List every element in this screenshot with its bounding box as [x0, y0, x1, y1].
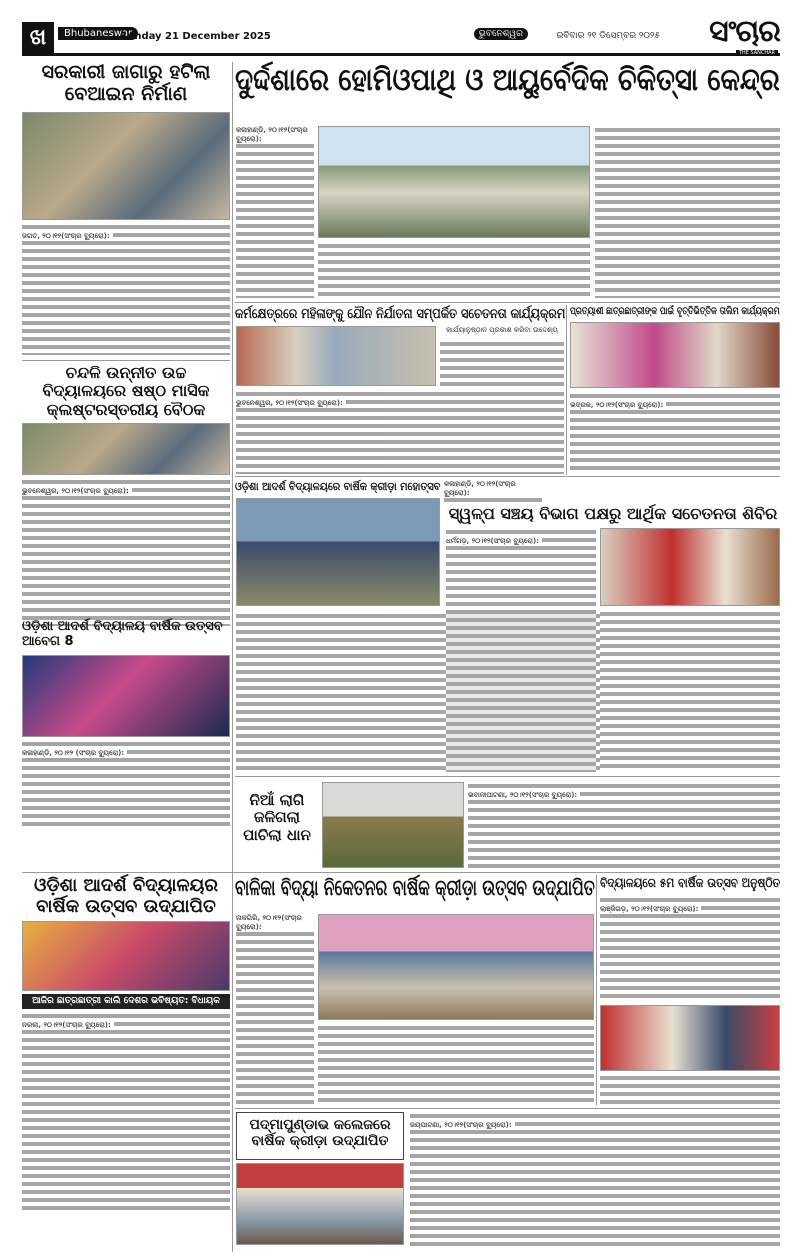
headline-box: [600, 876, 780, 891]
article-body: [22, 1012, 230, 1212]
headline: ଓଡ଼ିଶା ଆଦର୍ଶ ବିଦ୍ୟାଳୟରେ ବାର୍ଷିକ କ୍ରୀଡ଼ା ମହୋତ୍ସବ: [235, 480, 441, 493]
dateline: ଭୁବନେଶ୍ୱର, ୨୦।୧୨(ସଂଚାର ବ୍ୟୁରୋ):: [22, 487, 132, 496]
row-divider: [22, 872, 780, 873]
headline: ସ୍ୱଳ୍ପ ସଞ୍ଚୟ ବିଭାଗ ପକ୍ଷରୁ ଆର୍ଥିକ ସଚେତନତା ଶିବିର: [448, 504, 778, 523]
article-photo: [22, 423, 230, 475]
dateline: କଳାହାଣ୍ଡି, ୨୦।୧୨(ସଂଚାର ବ୍ୟୁରୋ):: [236, 126, 314, 144]
article-body: [600, 896, 780, 1002]
page-letter: ଖ: [22, 22, 54, 54]
column-divider: [232, 62, 233, 1252]
headline-box: [446, 504, 780, 522]
headline: ଓଡ଼ିଶା ଆଦର୍ଶ ବିଦ୍ୟାଳୟର ବାର୍ଷିକ ଉତ୍ସବ ଉଦ୍‌ଯାପିତ: [33, 875, 219, 917]
article-photo: [22, 655, 230, 737]
headline: ବିଦ୍ୟାଳୟରେ ୫ମ ବାର୍ଷିକ ଉତ୍ସବ ଅନୁଷ୍ଠିତ: [600, 876, 781, 891]
row-divider: [235, 1108, 780, 1109]
article-body: [22, 223, 230, 355]
headline-box: [570, 306, 780, 318]
row-divider: [235, 776, 780, 777]
article-body: [468, 782, 780, 868]
article-body: [410, 1112, 780, 1247]
article-photo: [22, 112, 230, 220]
headline: ଓଡ଼ିଶା ଆଦର୍ଶ ବିଦ୍ୟାଳୟ ବାର୍ଷିକ ଉତ୍ସବ ଆବେଗ 8: [22, 619, 223, 649]
article-body: [236, 390, 564, 474]
headline: କର୍ମକ୍ଷେତ୍ରରେ ମହିଳାଙ୍କୁ ଯୌନ ନିର୍ଯାତନା ସମ୍ପର୍କିତ ସଚେତନତା କାର୍ଯ୍ୟକ୍ରମ: [235, 306, 566, 322]
article-body: [570, 392, 780, 474]
article-photo: [570, 322, 780, 388]
article-photo: [22, 921, 230, 991]
article-body: [236, 914, 314, 1104]
article-body: [318, 1024, 594, 1104]
row-divider: [235, 476, 780, 477]
article-body: [444, 480, 542, 502]
dateline: ଲାଞ୍ଜିଗଡ଼, ୨୦।୧୨(ସଂଚାର ବ୍ୟୁରୋ):: [600, 905, 701, 914]
article-annual-function: [22, 620, 230, 830]
article-body: [22, 740, 230, 830]
article-photo: [236, 326, 436, 386]
burnt-paddy-photo: [322, 782, 464, 868]
dateline: ଜଗତ, ୨୦।୧୨(ସଂଚାର ବ୍ୟୁରୋ):: [22, 232, 113, 241]
article-cluster-meeting: [22, 364, 230, 626]
article-body: [600, 1074, 780, 1106]
column-divider: [596, 875, 597, 1105]
article-body: [236, 126, 314, 298]
row-divider: [235, 302, 780, 303]
dateline: ଧର୍ମଗଡ଼, ୨୦।୧୨(ସଂଚାର ବ୍ୟୁରୋ):: [446, 537, 542, 546]
dateline: କଳାହାଣ୍ଡି, ୨୦।୧୨(ସଂଚାର ବ୍ୟୁରୋ):: [444, 480, 542, 498]
newspaper-logo: ସଂଚାର: [709, 14, 780, 49]
logo-subtitle: THE SANCHAR: [736, 50, 778, 56]
headline: ପ୍ରତ୍ୟାଶୀ ଛାତ୍ରଛାତ୍ରୀଙ୍କ ପାଇଁ ବୃତ୍ତିଭିତ୍ତିକ ତାଲିମ କାର୍ଯ୍ୟକ୍ରମ: [570, 306, 780, 317]
headline-box: [235, 876, 595, 901]
odia-date: ରବିବାର ୨୧ ଡିସେମ୍ବର ୨୦୨୫: [556, 31, 660, 41]
article-body: [600, 610, 780, 772]
dateline: ଜୟପାଟଣା, ୨୦।୧୨(ସଂଚାର ବ୍ୟୁରୋ):: [410, 1121, 515, 1130]
headline-box: [235, 480, 440, 493]
column-divider: [566, 305, 567, 475]
article-photo: [318, 914, 594, 1020]
headline: ସରକାରୀ ଜାଗାରୁ ହଟିଲା ବେଆଇନ ନିର୍ମାଣ: [41, 61, 211, 105]
lead-headline-box: [235, 62, 780, 98]
headline: ଚନ୍ଦଳି ଉନ୍ନୀତ ଉଚ୍ଚ ବିଦ୍ୟାଳୟରେ ଷଷ୍ଠ ମାସିକ କ୍ଲଷ୍ଟରସ୍ତରୀୟ ବୈଠକ: [42, 363, 210, 419]
article-body: [440, 340, 564, 386]
dateline: ନରଲା, ୨୦।୧୨(ସଂଚାର ବ୍ୟୁରୋ):: [22, 1021, 114, 1030]
health-centre-photo: [318, 126, 590, 238]
dateline: କଳାହାଣ୍ଡି, ୨୦।୧୨ (ସଂଚାର ବ୍ୟୁରୋ):: [22, 749, 127, 758]
photo-caption: କାର୍ଯ୍ୟାନୁଷ୍ଠାନ ପ୍ରକାଶ କରିବା ଉଦ୍ଦେଶ୍ୟ: [446, 326, 558, 334]
lead-headline: ଦୁର୍ଦ୍ଦଶାରେ ହୋମିଓପାଥି ଓ ଆୟୁର୍ବେଦିକ ଚିକିତ୍ସା କେନ୍ଦ୍ର: [235, 62, 780, 98]
article-school-annual-function: [22, 876, 230, 1212]
headline: ନିଆଁ ଲାଗି ଜଳିଗଲା ପାଚିଲା ଧାନ: [243, 791, 311, 844]
dateline: ଭଦ୍ରକ, ୨୦।୧୨(ସଂଚାର ବ୍ୟୁରୋ):: [570, 401, 666, 410]
row-divider: [22, 360, 230, 361]
article-photo: [600, 1005, 780, 1071]
edition-date: Sunday 21 December 2025: [120, 31, 271, 42]
article-body: [318, 242, 590, 298]
article-body: [446, 528, 596, 772]
odia-city: ଭୁବନେଶ୍ୱର: [474, 28, 528, 40]
article-illegal-construction: [22, 62, 230, 355]
edition-city: Bhubaneswar: [58, 27, 138, 40]
article-photo: [600, 528, 780, 606]
article-body: [22, 478, 230, 626]
article-photo: [236, 498, 440, 606]
headline: ପଦ୍ମାପୁଣ୍ଡାଭ କଲେଜରେ ବାର୍ଷିକ କ୍ରୀଡ଼ା ଉଦ୍‌ଯାପିତ: [236, 1112, 404, 1160]
dateline: ଭବାନୀପାଟଣା, ୨୦।୧୨(ସଂଚାର ବ୍ୟୁରୋ):: [468, 791, 580, 800]
article-body: [595, 126, 780, 298]
masthead: [22, 14, 780, 56]
subheadline: ଆଜିର ଛାତ୍ରଛାତ୍ରୀ କାଲି ଦେଶର ଭବିଷ୍ୟତ: ବିଧାୟକ: [22, 994, 230, 1008]
headline: ବାଳିକା ବିଦ୍ୟା ନିକେତନର ବାର୍ଷିକ କ୍ରୀଡ଼ା ଉତ୍ସବ ଉଦ୍‌ଯାପିତ: [235, 876, 595, 901]
headline-box: [235, 306, 565, 322]
dateline: ଭୁବନେଶ୍ୱର, ୨୦।୧୨(ସଂଚାର ବ୍ୟୁରୋ):: [236, 399, 346, 408]
dateline: ନାଳଗିରି, ୨୦।୧୨(ସଂଚାର ବ୍ୟୁରୋ):: [236, 914, 314, 932]
article-photo: [236, 1163, 404, 1245]
